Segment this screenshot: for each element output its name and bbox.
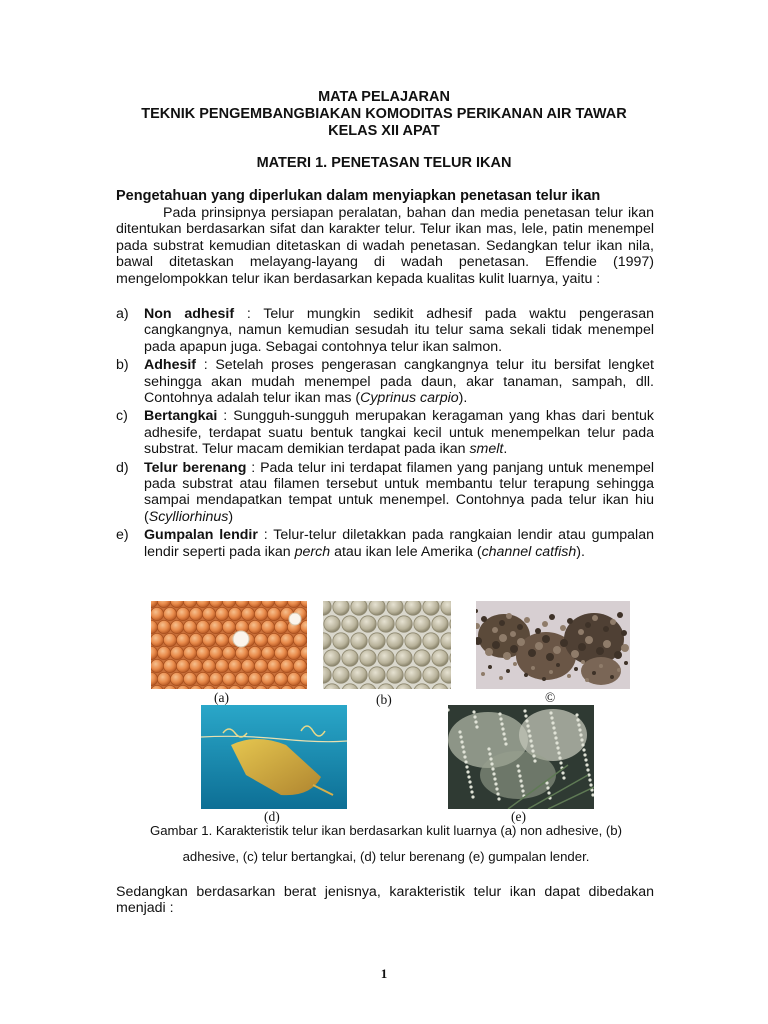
list-term: Adhesif — [144, 357, 197, 374]
egg-type-list — [116, 306, 654, 562]
section-subheading: Pengetahuan yang diperlukan dalam menyiapkan penetasan telur ikan — [116, 188, 601, 204]
list-text: : Pada telur ini terdapat filamen yang panjang untuk menempel pada substrat atau filamen tersebut untuk membantu telur terapung sehingga sampai mendapatkan tempat untuk menempel. Contohnya pada telur ikan hiu ( — [144, 459, 654, 525]
list-text: : Sungguh-sungguh merupakan keragaman yang khas dari bentuk adhesife, terdapat suatu bentuk tangkai kecil untuk menempelkan telur pada substrat. Telur macam demikian terdapat pada ikan — [144, 408, 654, 458]
list-marker: d) — [116, 459, 129, 476]
list-item — [116, 306, 654, 355]
list-item — [116, 460, 654, 526]
list-term: Non adhesif — [144, 306, 235, 322]
closing-paragraph: Sedangkan berdasarkan berat jenisnya, karakteristik telur ikan dapat dibedakan menjadi : — [116, 884, 654, 917]
list-item — [116, 408, 654, 457]
list-tail: atau ikan lele Amerika ( — [330, 543, 482, 560]
list-italic: perch — [294, 543, 331, 560]
photo-stalked-eggs — [476, 601, 630, 689]
photo-adhesive-eggs — [323, 601, 451, 689]
list-term: Gumpalan lendir — [144, 527, 258, 544]
page-number: 1 — [380, 966, 388, 981]
list-italic: Scylliorhinus — [148, 508, 229, 525]
figure-caption-line1: Gambar 1. Karakteristik telur ikan berdasarkan kulit luarnya (a) non adhesive, (b) — [149, 823, 623, 838]
photo-gelatinous-egg-mass — [448, 705, 594, 809]
list-marker: c) — [116, 408, 128, 425]
intro-paragraph — [116, 205, 654, 287]
list-tail: ) — [228, 508, 234, 525]
list-marker: a) — [116, 306, 129, 322]
list-term: Bertangkai — [144, 408, 218, 425]
list-tail: ). — [576, 543, 585, 560]
list-italic: channel catfish — [481, 543, 577, 560]
list-item — [116, 357, 654, 406]
list-marker: b) — [116, 357, 129, 374]
header-course: TEKNIK PENGEMBANGBIAKAN KOMODITAS PERIKANAN AIR TAWAR — [141, 106, 627, 122]
list-marker: e) — [116, 527, 129, 544]
label-a: (a) — [214, 690, 229, 705]
header-subject: MATA PELAJARAN — [318, 89, 450, 105]
header-class: KELAS XII APAT — [328, 123, 440, 139]
photo-non-adhesive-eggs — [151, 601, 307, 689]
list-text: : Telur-telur diletakkan pada rangkaian lendir atau gumpalan lendir seperti pada ikan — [144, 527, 654, 560]
materi-title: MATERI 1. PENETASAN TELUR IKAN — [256, 155, 512, 171]
list-term: Telur berenang — [144, 459, 247, 476]
list-tail: ). — [458, 390, 468, 407]
label-d: (d) — [264, 809, 280, 824]
label-e: (e) — [511, 809, 526, 824]
list-italic: smelt — [469, 441, 504, 458]
list-text: : Setelah proses pengerasan cangkangnya telur itu bersifat lengket sehingga akan mudah menempel pada daun, akar tanaman, sampah, dll. Contohnya adalah telur ikan mas ( — [144, 357, 654, 407]
intro-text: Pada prinsipnya persiapan peralatan, bahan dan media penetasan telur ikan ditentukan berdasarkan sifat dan karakter telur. Telur ikan mas, lele, patin menempel pada substrat kemudian ditetaskan di wadah penetasan. Sedangkan telur ikan nila, bawal ditetaskan melayang-layang di wadah penetasan. Effendie (1997) mengelompokkan telur ikan berdasarkan kepada kualitas kulit luarnya, yaitu : — [116, 205, 654, 287]
list-text: : Telur mungkin sedikit adhesif pada waktu pengerasan cangkangnya, namun kemudian sesudah itu telur sama sekali tidak menempel pada apapun juga. Sebagai contohnya telur ikan salmon. — [144, 306, 654, 355]
label-c: © — [545, 690, 556, 705]
figure-caption-line2: adhesive, (c) telur bertangkai, (d) telur berenang (e) gumpalan lender. — [182, 849, 590, 864]
list-tail: . — [503, 441, 508, 458]
label-b: (b) — [376, 692, 392, 707]
photo-swimming-egg — [201, 705, 347, 809]
list-item — [116, 527, 654, 560]
list-italic: Cyprinus carpio — [360, 390, 459, 407]
